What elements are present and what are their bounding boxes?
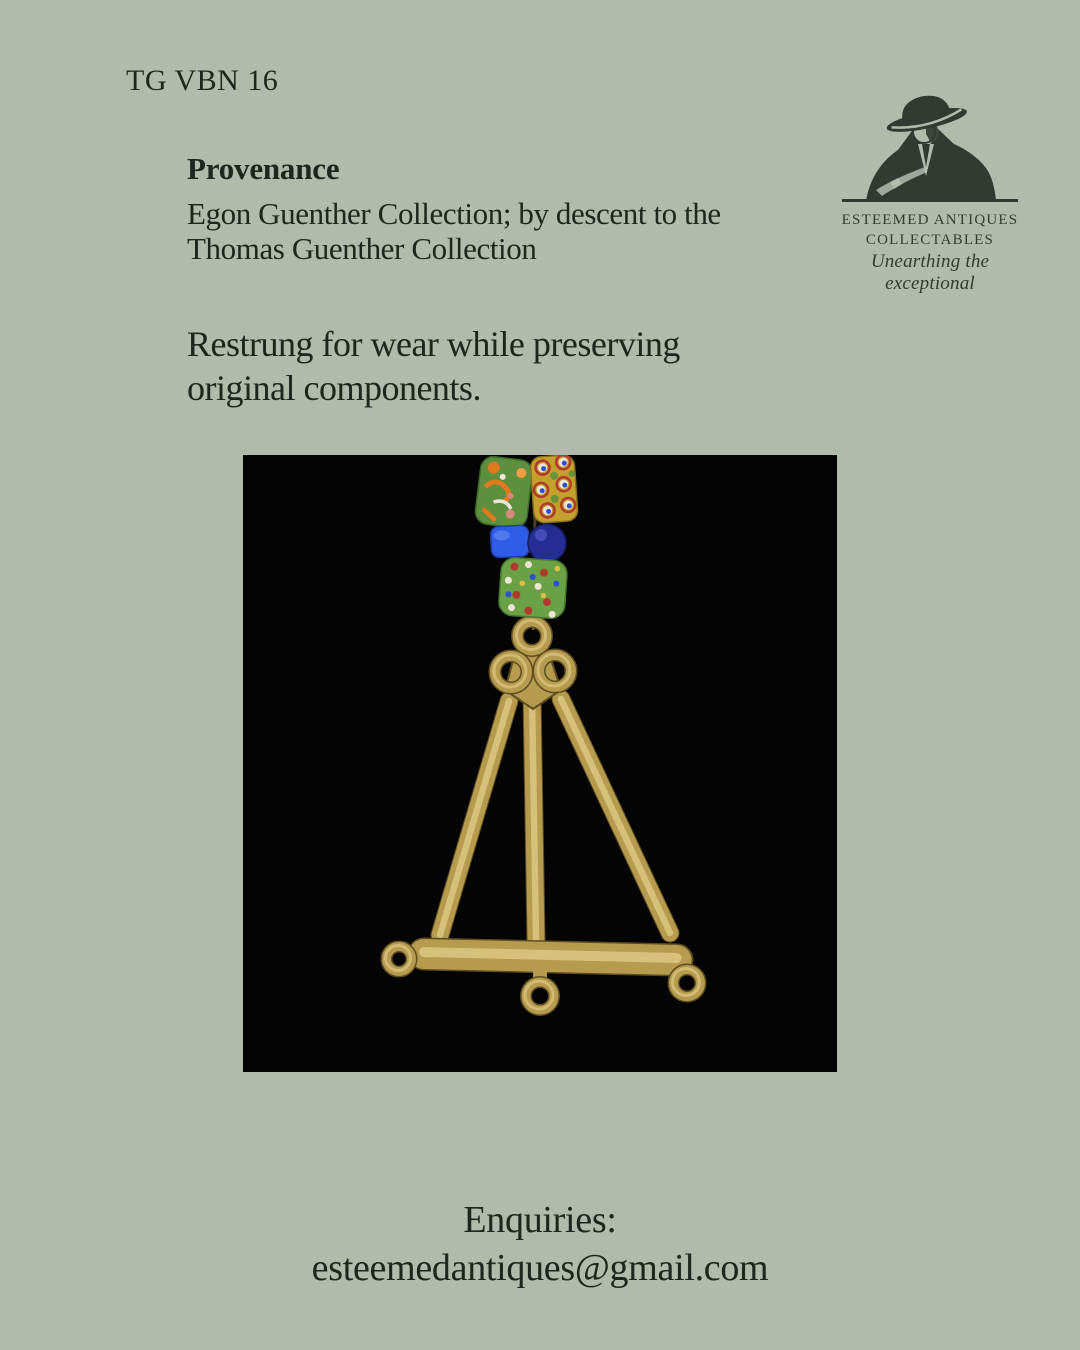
provenance-line-1: Egon Guenther Collection; by descent to the [187,196,721,231]
pendant-legs [440,697,670,939]
brand-logo [838,94,1022,295]
brand-name-line2: COLLECTABLES [865,232,995,248]
provenance-heading: Provenance [187,151,340,186]
trade-bead-eye [530,455,579,523]
enquiries-section [0,1196,1080,1292]
logo-ground-line [842,199,1018,202]
detective-silhouette-icon [838,94,1022,210]
brass-pendant [386,621,701,1011]
enquiries-email: esteemedantiques@gmail.com [311,1247,769,1289]
reference-code: TG VBN 16 [126,64,279,97]
provenance-line-2: Thomas Guenther Collection [187,231,537,266]
trade-bead-cobalt-round [528,524,566,562]
brand-tagline: Unearthing the exceptional [870,251,990,294]
trade-bead-dotted [498,557,568,619]
provenance-section [187,150,721,266]
description-line-2: original components. [187,368,481,408]
product-photo [243,455,837,1072]
brand-name-line1: ESTEEMED ANTIQUES [841,212,1019,228]
pendant-bottom-bar [424,952,677,960]
pendant-photo-illustration [243,455,837,1072]
description-line-1: Restrung for wear while preserving [187,324,680,364]
trade-bead-blue-cube [490,525,530,558]
enquiries-label: Enquiries: [463,1199,617,1241]
item-description [187,322,680,410]
trade-bead-swirl [474,455,534,529]
